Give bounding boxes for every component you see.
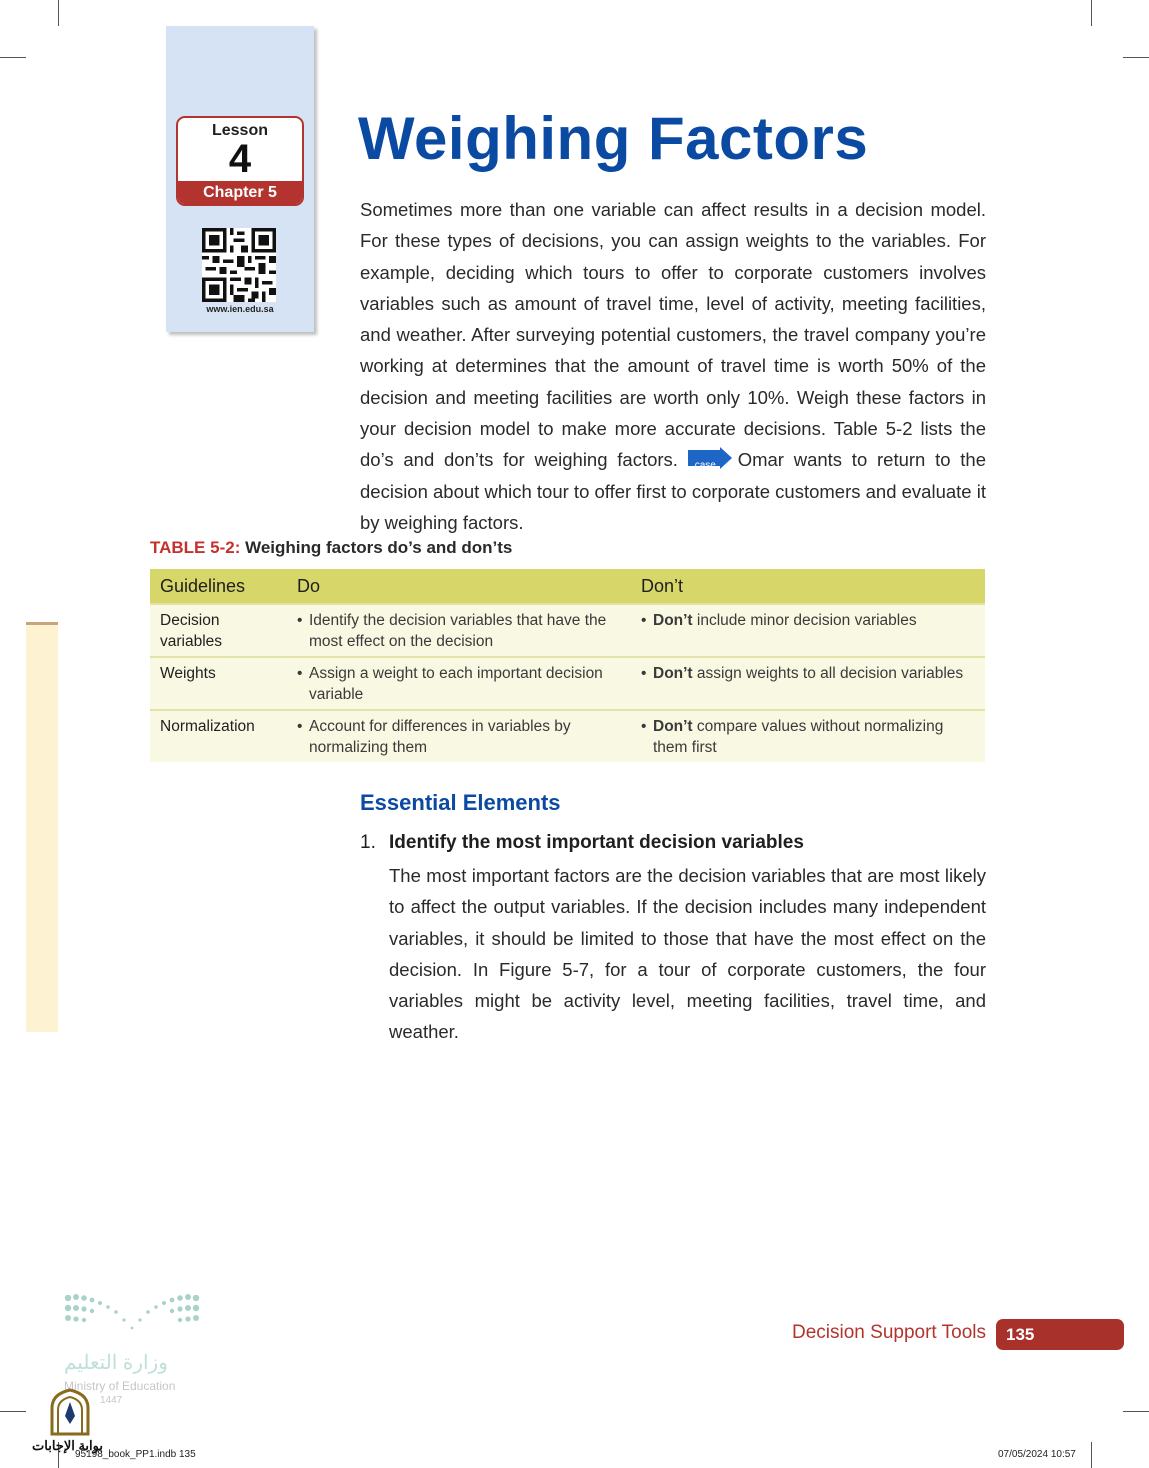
crop-mark (0, 57, 26, 58)
essential-elements-heading: Essential Elements (360, 790, 561, 815)
guidelines-table (150, 569, 985, 762)
dont-bold: Don’t (653, 665, 693, 682)
do-text: Identify the decision variables that have the most effect on the decision (309, 612, 607, 650)
lesson-card (166, 26, 314, 332)
ministry-name-arabic: وزارة التعليم (64, 1352, 168, 1374)
table-caption-text: Weighing factors do’s and don’ts (245, 538, 513, 557)
ministry-year: 1447 (100, 1395, 123, 1406)
dont-text: assign weights to all decision variables (696, 665, 964, 682)
side-tab-strip (26, 622, 58, 1032)
case-text: Omar wants to return to the decision about which tour to offer first to corporate customers and evaluate it by weighing factors. (360, 449, 987, 533)
dont-text: compare values without normalizing them first (653, 718, 944, 756)
crop-mark (58, 0, 59, 26)
portal-watermark-text: بوابة الإجابات (32, 1438, 103, 1453)
essential-item-title: Identify the most important decision variables (389, 832, 804, 853)
crop-mark (1091, 1442, 1092, 1468)
table-caption (150, 538, 512, 558)
case-arrow-icon (688, 447, 732, 472)
portal-logo-icon (48, 1388, 92, 1436)
do-cell: • Identify the decision variables that have the most effect on the decision (287, 604, 631, 657)
header-do: Do (287, 569, 631, 604)
do-cell: • Assign a weight to each important decision variable (287, 657, 631, 710)
crop-mark (1123, 1411, 1149, 1412)
chapter-label: Chapter 5 (178, 181, 302, 204)
lesson-number: 4 (228, 137, 252, 181)
table-row (150, 710, 985, 762)
print-slug-file: 95198_book_PP1.indb 135 (75, 1449, 196, 1460)
lesson-label: Lesson (211, 122, 268, 139)
do-text: Account for differences in variables by normalizing them (309, 718, 571, 756)
dont-bold: Don’t (653, 612, 693, 629)
dont-text: include minor decision variables (696, 612, 917, 629)
page-title: Weighing Factors (358, 105, 869, 172)
qr-code-icon[interactable] (202, 228, 276, 302)
guideline-cell: Normalization (150, 710, 287, 762)
ministry-name-english: Ministry of Education (64, 1379, 176, 1393)
guideline-cell: Weights (150, 657, 287, 710)
essential-item-number: 1. (360, 832, 376, 853)
intro-paragraph (360, 194, 986, 538)
header-guidelines: Guidelines (150, 569, 287, 604)
do-cell: • Account for differences in variables by normalizing them (287, 710, 631, 762)
intro-text: Sometimes more than one variable can affect results in a decision model. For these types of decisions, you can assign weights to the variables. For example, deciding which tours to offer to corporate customers involves variables such as amount of travel time, level of activity, meeting facilities, and weather. After surveying potential customers, the travel company you’re working at determines that the amount of travel time is worth 50% of the decision and meeting facilities are worth only 10%. Weigh these factors in your decision model to make more accurate decisions. Table 5-2 lists the do’s and don’ts for weighing factors. (360, 199, 986, 471)
table-header-row (150, 569, 985, 604)
do-text: Assign a weight to each important decision variable (309, 665, 603, 703)
page-number: 135 (996, 1319, 1124, 1350)
table-row (150, 657, 985, 710)
dont-cell: • Don’t compare values without normalizing them first (631, 710, 985, 762)
crop-mark (0, 1411, 26, 1412)
table-caption-label: TABLE 5-2: (150, 538, 241, 557)
essential-item-body: The most important factors are the decision variables that are most likely to affect the output variables. If the decision includes many independent variables, it should be limited to those that have the most effect on the decision. In Figure 5-7, for a tour of corporate customers, the four variables might be activity level, meeting facilities, travel time, and weather. (389, 865, 986, 1043)
case-label: case (694, 460, 716, 472)
dont-cell: • Don’t include minor decision variables (631, 604, 985, 657)
dont-cell: • Don’t assign weights to all decision variables (631, 657, 985, 710)
header-dont: Don’t (631, 569, 985, 604)
dont-bold: Don’t (653, 718, 693, 735)
lesson-badge (176, 116, 304, 206)
ministry-logo-icon (62, 1290, 202, 1336)
guideline-cell: Decision variables (150, 604, 287, 657)
crop-mark (1091, 0, 1092, 26)
crop-mark (1123, 57, 1149, 58)
print-slug-date: 07/05/2024 10:57 (998, 1449, 1076, 1460)
section-footer-label: Decision Support Tools (792, 1322, 986, 1343)
table-row (150, 604, 985, 657)
qr-url[interactable]: www.ien.edu.sa (206, 304, 274, 314)
